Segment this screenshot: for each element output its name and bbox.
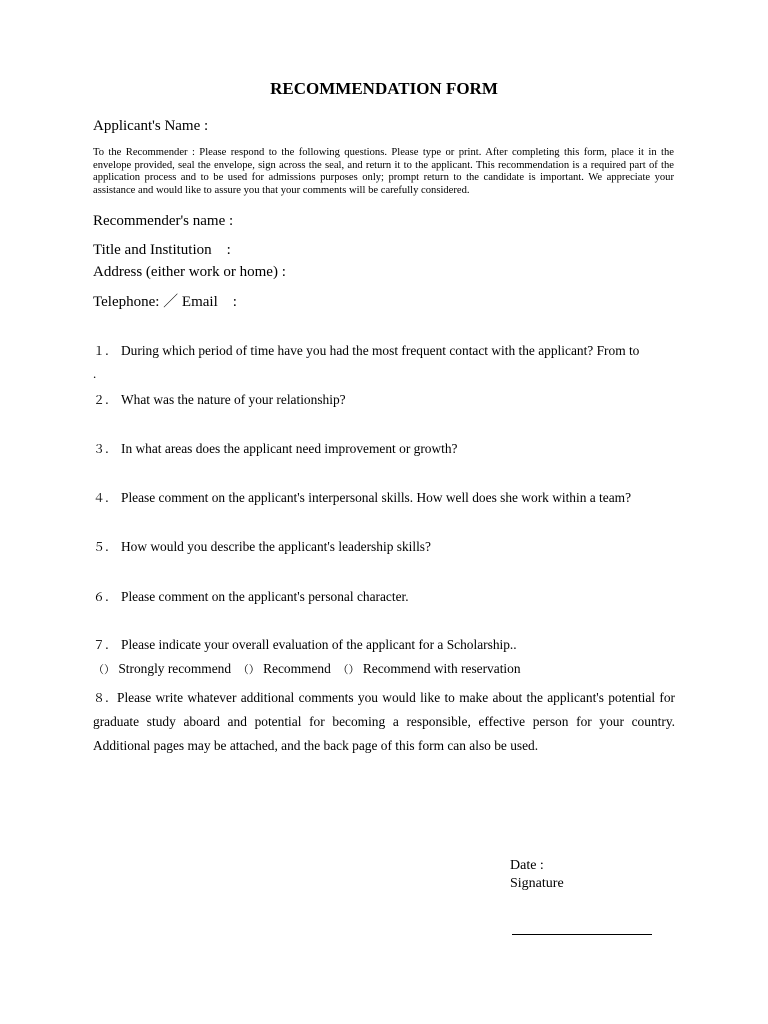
strongly-recommend-label: Strongly recommend xyxy=(118,661,232,676)
evaluation-options xyxy=(93,661,521,677)
title-institution-label: Title and Institution : xyxy=(93,242,231,258)
question-text: How would you describe the applicant's leadership skills? xyxy=(121,539,431,554)
question-number: ７. xyxy=(93,638,109,652)
date-label: Date : xyxy=(510,858,544,873)
question-3 xyxy=(93,440,458,457)
recommend-with-reservation-label: Recommend with reservation xyxy=(362,661,521,676)
form-title: RECOMMENDATION FORM xyxy=(270,79,498,98)
question-number: ８. xyxy=(93,691,109,705)
signature-line[interactable] xyxy=(512,934,652,935)
question-text: Please write whatever additional comments you would like to make about the applicant's potential for graduate study aboard and potential for becoming a responsible, effective person for your country. Additional pages may be attached, and the back page of this form can also be used. xyxy=(93,690,675,753)
question-2 xyxy=(93,391,346,408)
question-1 xyxy=(93,342,639,359)
question-number: ３. xyxy=(93,442,109,456)
question-text: In what areas does the applicant need improvement or growth? xyxy=(121,441,458,456)
question-8 xyxy=(93,686,675,758)
question-6 xyxy=(93,588,409,605)
question-number: ６. xyxy=(93,590,109,604)
question-number: ４. xyxy=(93,491,109,505)
question-number: ５. xyxy=(93,540,109,554)
question-1-continuation: . xyxy=(93,366,97,381)
recommend-label: Recommend xyxy=(263,661,331,676)
question-text: During which period of time have you had the most frequent contact with the applicant? From to xyxy=(121,343,640,358)
question-text: What was the nature of your relationship? xyxy=(121,392,346,407)
recommend-with-reservation-checkbox[interactable]: （） xyxy=(337,663,360,676)
question-number: ２. xyxy=(93,393,109,407)
question-text: Please comment on the applicant's interpersonal skills. How well does she work within a team? xyxy=(121,490,632,505)
recommender-instructions: To the Recommender : Please respond to the following questions. Please type or print. After completing this form, place it in the envelope provided, seal the envelope, sign across the seal, and return it to the applicant. This recommendation is a required part of the application process and to be used for admissions purposes only; prompt return to the candidate is important. We appreciate your assistance and would like to assure you that your comments will be carefully considered. xyxy=(93,147,674,196)
signature-label: Signature xyxy=(510,876,564,891)
question-4 xyxy=(93,489,631,506)
telephone-email-label: Telephone: ／ Email : xyxy=(93,294,237,310)
strongly-recommend-checkbox[interactable]: （） xyxy=(93,663,115,676)
question-7 xyxy=(93,636,517,653)
question-number: １. xyxy=(93,344,109,358)
question-5 xyxy=(93,538,431,555)
recommend-checkbox[interactable]: （） xyxy=(237,663,260,676)
recommender-name-label: Recommender's name : xyxy=(93,213,234,229)
applicant-name-label: Applicant's Name : xyxy=(93,118,209,134)
question-text: Please comment on the applicant's personal character. xyxy=(121,589,409,604)
question-text: Please indicate your overall evaluation of the applicant for a Scholarship.. xyxy=(121,637,517,652)
address-label: Address (either work or home) : xyxy=(93,264,286,280)
